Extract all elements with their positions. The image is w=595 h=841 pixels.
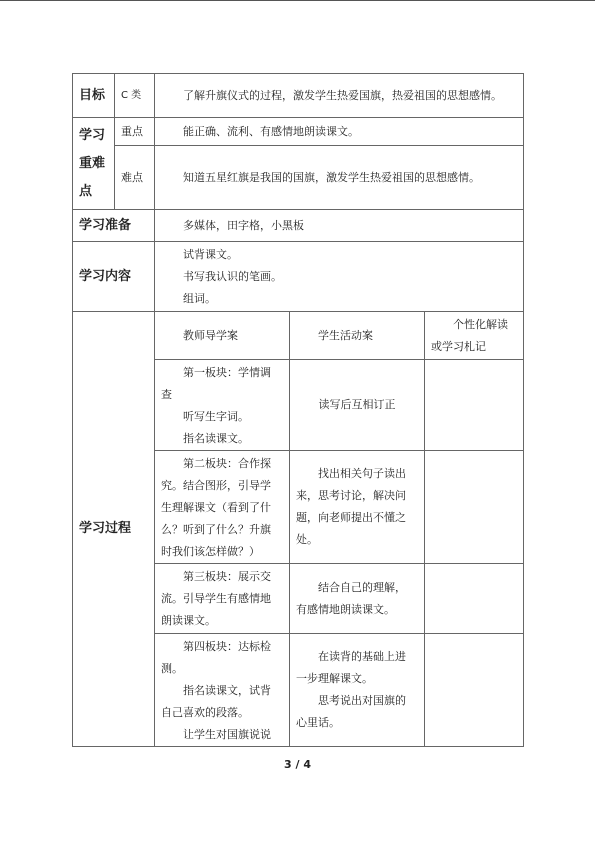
table-row-teacher-1: 第一板块：学情调 查 听写生字词。 指名读课文。: [155, 360, 290, 451]
lesson-plan-table: [72, 73, 524, 747]
table-row-teacher-4: 第四板块：达标检 测。 指名读课文，试背 自己喜欢的段落。 让学生对国旗说说: [155, 634, 290, 747]
content-items: [155, 242, 524, 312]
difficult-point-label: 难点: [115, 146, 155, 210]
content-label: 学习内容: [73, 242, 155, 312]
list-item: 书写我认识的笔画。: [183, 269, 282, 283]
student-column-header: 学生活动案: [290, 312, 425, 360]
page-number: 3 / 4: [284, 758, 311, 771]
teacher-column-header: 教师导学案: [155, 312, 290, 360]
table-row-teacher-3: 第三板块：展示交 流。引导学生有感情地 朗读课文。: [155, 564, 290, 634]
table-row-teacher-2: 第二板块：合作探 究。结合图形，引导学 生理解课文（看到了什 么？听到了什么？升旗 时我们该怎样做？）: [155, 451, 290, 564]
table-row-notes-4: [425, 634, 524, 747]
table-row-notes-2: [425, 451, 524, 564]
table-row-student-4: 在读背的基础上进 一步理解课文。 思考说出对国旗的 心里话。: [290, 634, 425, 747]
list-item: 试背课文。: [183, 247, 238, 261]
key-points-label: 学习 重难 点: [73, 118, 115, 210]
preparation-text: 多媒体，田字格，小黑板: [155, 210, 524, 242]
goal-label: 目标: [73, 74, 115, 118]
goal-text: 了解升旗仪式的过程，激发学生热爱国旗，热爱祖国的思想感情。: [155, 74, 524, 118]
key-point-text: 能正确、流利、有感情地朗读课文。: [155, 118, 524, 146]
table-row-notes-1: [425, 360, 524, 451]
table-row-notes-3: [425, 564, 524, 634]
notes-column-header: 个性化解读 或学习札记: [425, 312, 524, 360]
preparation-label: 学习准备: [73, 210, 155, 242]
table-row-student-2: 找出相关句子读出 来，思考讨论，解决问 题，向老师提出不懂之 处。: [290, 451, 425, 564]
goal-category: C 类: [115, 74, 155, 118]
table-row-student-1: 读写后互相订正: [290, 360, 425, 451]
process-label: 学习过程: [73, 312, 155, 747]
table-row-student-3: 结合自己的理解， 有感情地朗读课文。: [290, 564, 425, 634]
difficult-point-text: 知道五星红旗是我国的国旗，激发学生热爱祖国的思想感情。: [155, 146, 524, 210]
list-item: 组词。: [183, 291, 216, 305]
top-border-line: [0, 0, 595, 1]
key-point-label: 重点: [115, 118, 155, 146]
